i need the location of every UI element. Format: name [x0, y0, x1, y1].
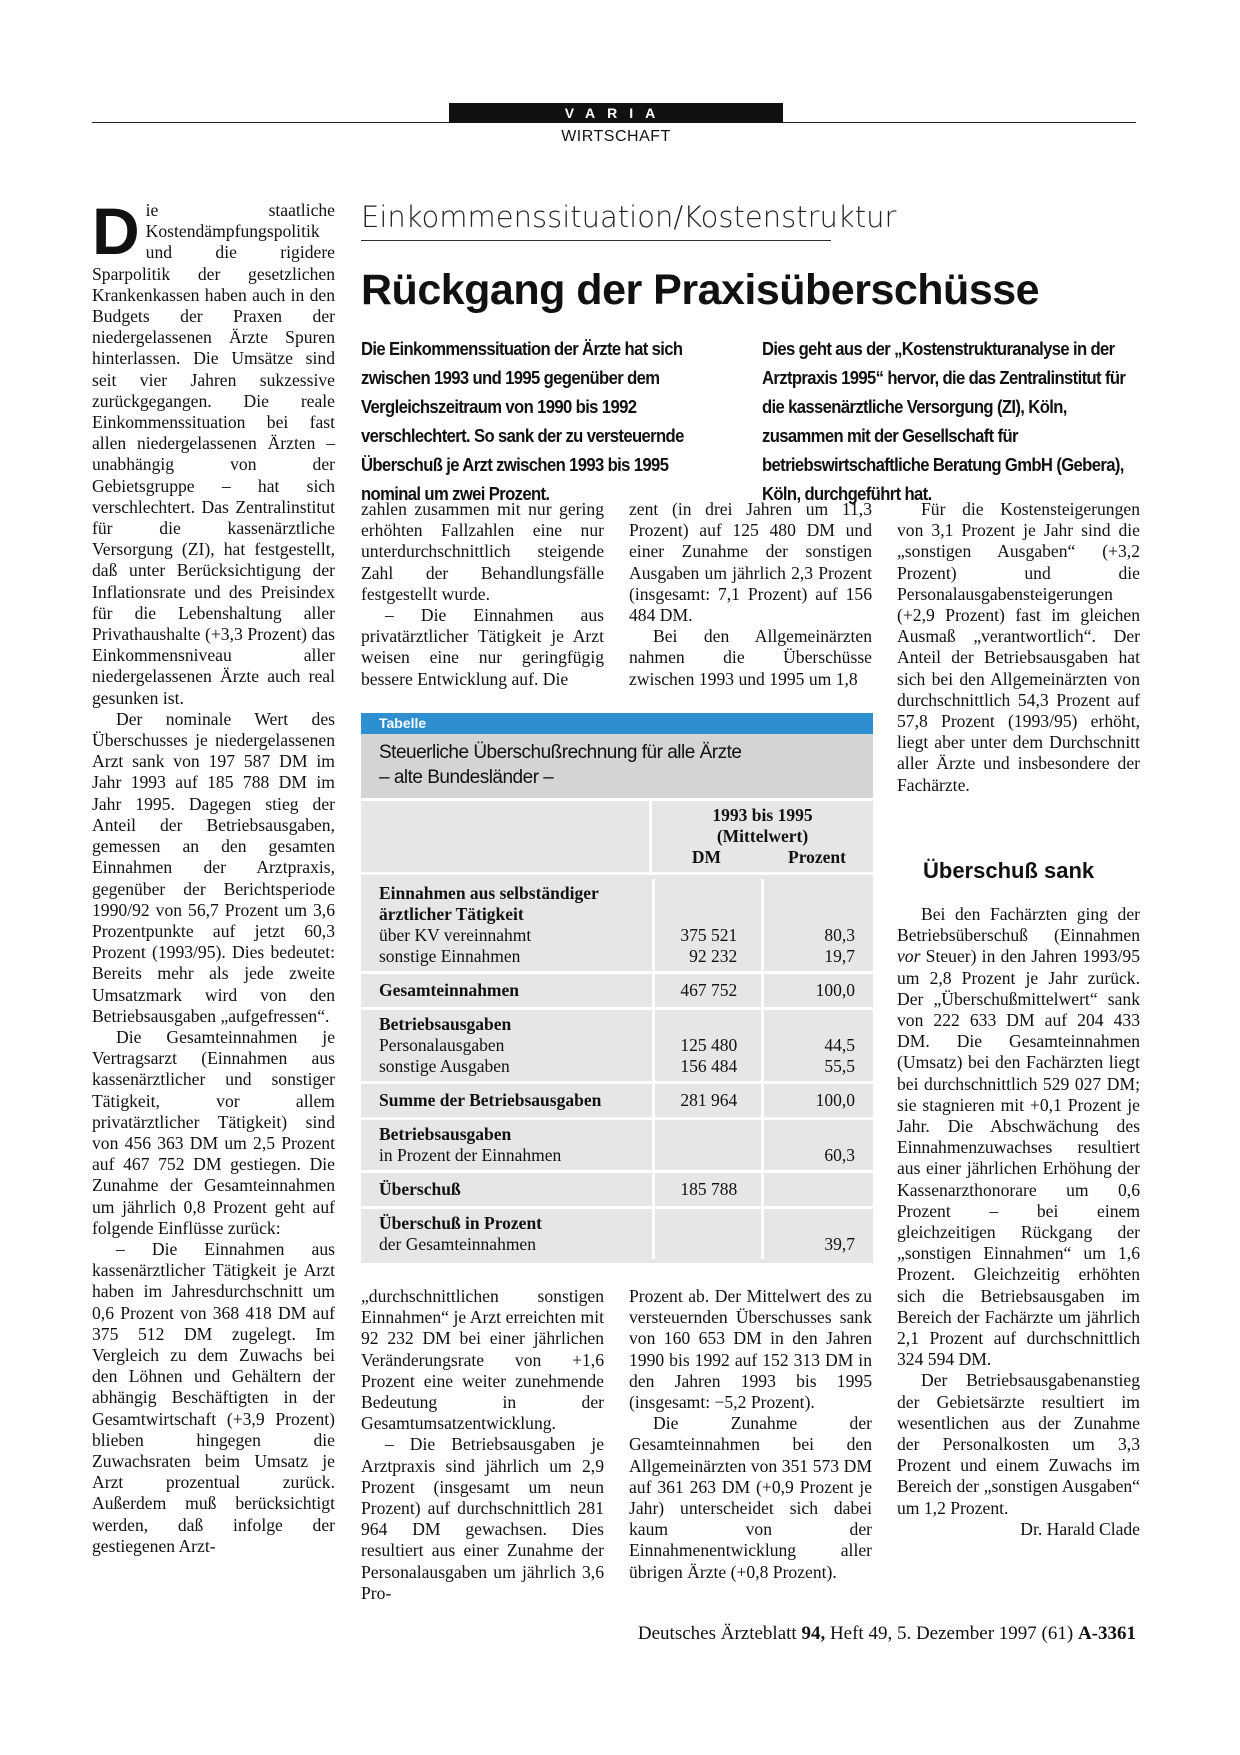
lead-paragraph-1: Die Einkommenssituation der Ärzte hat sich zwischen 1993 und 1995 gegenüber dem Vergleichszeitraum von 1990 bis 1992 verschlechtert. So sank der zu versteuernde Überschuß je Arzt zwischen 1993 bis 1995 nominal um zwei Prozent. — [361, 338, 684, 504]
paragraph: Der Betriebsausgabenanstieg der Gebietsärzte resultiert im wesentlichen aus der Zunahme der Personalkosten um 3,3 Prozent und einem Zuwachs im Bereich der „sonstigen Ausgaben“ um 1,2 Prozent. Dr. Harald Clade — [897, 1370, 1140, 1539]
paragraph: Bei den Allgemeinärzten nahmen die Überschüsse zwischen 1993 und 1995 um 1,8 — [629, 626, 872, 689]
table-row — [361, 1170, 873, 1206]
table-row — [361, 872, 873, 971]
column-4-bottom — [897, 904, 1140, 1540]
cell-percent: 44,5 — [824, 1035, 855, 1055]
column-header-percent: Prozent — [788, 847, 846, 867]
column-3-bottom — [629, 1286, 872, 1583]
footer-page-number: A-3361 — [1077, 1623, 1136, 1644]
column-2-bottom — [361, 1286, 604, 1604]
row-group-title: Einnahmen aus selbständiger — [379, 883, 599, 903]
column-2-top — [361, 499, 604, 690]
row-group-title: Betriebsausgaben — [379, 1014, 512, 1034]
paragraph: – Die Einnahmen aus privatärztlicher Tätigkeit je Arzt weisen eine nur geringfügig bessere Entwicklung auf. Die — [361, 605, 604, 689]
table-row — [361, 971, 873, 1007]
paragraph: Die Zunahme der Gesamteinnahmen bei den Allgemeinärzten von 351 573 DM auf 361 263 DM (+0,9 Prozent je Jahr) unterscheidet sich dabei kaum von der Einnahmenentwicklung aller übrigen Ärzte (+0,8 Prozent). — [629, 1413, 872, 1582]
footer-volume: 94, — [801, 1623, 826, 1644]
table-row — [361, 1007, 873, 1081]
row-label: sonstige Einnahmen — [379, 946, 521, 966]
cell-dm: 156 484 — [680, 1056, 738, 1076]
row-label: über KV vereinnahmt — [379, 925, 532, 945]
kicker-rule — [361, 240, 831, 241]
cell-percent: 19,7 — [824, 946, 855, 966]
paragraph: Bei den Fachärzten ging der Betriebsüberschuß (Einnahmen vor Steuer) in den Jahren 1993/95 um 2,8 Prozent je Jahr zurück. Der „Überschußmittelwert“ sank von 222 633 DM auf 204 433 DM. Die Gesamteinnahmen (Umsatz) bei den Fachärzten liegt bei durchschnittlich 529 027 DM; sie stagnieren mit +0,1 Prozent je Jahr. Die Abschwächung des Einnahmenzuwachses resultiert aus einer jährlichen Erhöhung der Kassenarzthonorare um 0,6 Prozent – bei einem gleichzeitigen Rückgang der „sonstigen Einnahmen“ um 1,6 Prozent. Gleichzeitig erhöhten sich die Betriebsausgaben im Bereich der Fachärzte um jährlich 2,1 Prozent auf durchschnittlich 324 594 DM. — [897, 904, 1140, 1370]
cell-dm: 125 480 — [680, 1035, 738, 1055]
row-group-title: ärztlicher Tätigkeit — [379, 904, 524, 924]
section-bar: VARIA — [449, 103, 783, 123]
cell-dm: 92 232 — [689, 946, 738, 966]
column-4-top — [897, 499, 1140, 796]
paragraph: Prozent ab. Der Mittelwert des zu versteuernden Überschusses sank von 160 653 DM in den Jahren 1990 bis 1992 auf 152 313 DM in den Jahren 1993 bis 1995 (insgesamt: −5,2 Prozent). — [629, 1286, 872, 1413]
table-row — [361, 1206, 873, 1263]
row-label: der Gesamteinnahmen — [379, 1234, 536, 1254]
paragraph: Der nominale Wert des Überschusses je niedergelassenen Arzt sank von 197 587 DM im Jahr 1993 auf 185 788 DM im Jahr 1995. Dagegen stieg der Anteil der Betriebsausgaben, gemessen an den gesamten Einnahmen der Arztpraxis, gegenüber der Berichtsperiode 1990/92 von 56,7 Prozent um 3,6 Prozentpunkte auf jetzt 60,3 Prozent (1993/95). Dies bedeutet: Bereits mehr als jede zweite Umsatzmark wird von den Betriebsausgaben „aufgefressen“. — [92, 708, 335, 1026]
cell-dm: 185 788 — [652, 1173, 761, 1206]
paragraph: zent (in drei Jahren um 11,3 Prozent) auf 125 480 DM und einer Zunahme der sonstigen Ausgaben um jährlich 2,3 Prozent (insgesamt: 7,1 Prozent) auf 156 484 DM. — [629, 499, 872, 626]
table-caption — [361, 734, 873, 798]
cell-dm: 375 521 — [680, 925, 738, 945]
cell-percent: 39,7 — [824, 1234, 855, 1254]
table-row — [361, 1081, 873, 1117]
row-group-title: Betriebsausgaben — [379, 1124, 512, 1144]
footer — [638, 1623, 1136, 1645]
table-body — [361, 798, 873, 1263]
row-label: Überschuß — [379, 1179, 461, 1199]
subheading: Überschuß sank — [923, 858, 1095, 883]
article-title: Rückgang der Praxisüberschüsse — [361, 266, 1040, 314]
cell-percent: 60,3 — [824, 1145, 855, 1165]
cell-dm: 467 752 — [652, 974, 761, 1007]
row-label: Gesamteinnahmen — [379, 980, 519, 1000]
table-period: 1993 bis 1995 — [712, 805, 813, 825]
cell-percent: 55,5 — [824, 1056, 855, 1076]
column-3-top — [629, 499, 872, 690]
row-group-title: Überschuß in Prozent — [379, 1213, 543, 1233]
row-label: sonstige Ausgaben — [379, 1056, 510, 1076]
table-caption-line: – alte Bundesländer – — [379, 767, 554, 788]
section-label: WIRTSCHAFT — [561, 128, 671, 145]
column-1 — [92, 194, 335, 1557]
footer-issue: Heft 49, 5. Dezember 1997 (61) — [825, 1623, 1078, 1644]
paragraph: – Die Einnahmen aus kassenärztlicher Tätigkeit je Arzt haben im Jahresdurchschnitt um 0,6 Prozent von 368 418 DM auf 375 512 DM zugelegt. Im Vergleich zu dem Zuwachs bei den Löhnen und Gehältern der abhängig Beschäftigten in der Gesamtwirtschaft (+3,9 Prozent) blieben hingegen die Zuwachsraten beim Umsatz je Arzt prozentual zurück. Außerdem muß berücksichtigt werden, daß infolge der gestiegenen Arzt- — [92, 1238, 335, 1556]
paragraph: ie staatliche Kostendämpfungspolitik und die rigidere Sparpolitik der gesetzlichen Krankenkassen haben auch in den Budgets der Praxen der niedergelassenen Ärzte Spuren hinterlassen. Die Umsätze sind seit vier Jahren sukzessive zurückgegangen. Die reale Einkommenssituation bei fast allen niedergelassenen Ärzten – unabhängig von der Gebietsgruppe – hat sich verschlechtert. Das Zentralinstitut für die kassenärztliche Versorgung (ZI), hat festgestellt, daß unter Berücksichtigung der Inflationsrate und des Preisindex für die Lebenshaltung aller Privathaushalte (+3,3 Prozent) das Einkommensniveau aller niedergelassenen Ärzte auch real gesunken ist. — [92, 200, 335, 708]
table-tag: Tabelle — [361, 713, 873, 734]
paragraph: zahlen zusammen mit nur gering erhöhten Fallzahlen eine nur unterdurchschnittlich steigende Zahl der Behandlungsfälle festgestellt wurde. — [361, 499, 604, 604]
paragraph: Für die Kostensteigerungen von 3,1 Prozent je Jahr sind die „sonstigen Ausgaben“ (+3,2 Prozent) und die Personalausgabensteigerungen (+2,9 Prozent) fast im gleichen Ausmaß „verantwortlich“. Der Anteil der Betriebsausgaben hat sich bei den Allgemeinärzten von durchschnittlich 54,3 Prozent auf 57,8 Prozent (1993/95) erhöht, liegt aber unter dem Durchschnitt aller Ärzte und insbesondere der Fachärzte. — [897, 499, 1140, 795]
row-label: in Prozent der Einnahmen — [379, 1145, 562, 1165]
table-row — [361, 1117, 873, 1170]
cell-percent: 80,3 — [824, 925, 855, 945]
drop-cap: D — [92, 194, 140, 268]
table-caption-line: Steuerliche Überschußrechnung für alle Ärzte — [379, 742, 742, 763]
table-header-row — [361, 798, 873, 872]
footer-publication: Deutsches Ärzteblatt — [637, 1623, 802, 1644]
table-period-note: (Mittelwert) — [716, 826, 809, 846]
paragraph: „durchschnittlichen sonstigen Einnahmen“ je Arzt erreichten mit 92 232 DM bei einer jährlichen Veränderungsrate von +1,6 Prozent eine weiter zunehmende Bedeutung in der Gesamtumsatzentwicklung. — [361, 1286, 604, 1434]
lead-paragraph-2: Dies geht aus der „Kostenstrukturanalyse in der Arztpraxis 1995“ hervor, die das Zentralinstitut für die kassenärztliche Versorgung (ZI), Köln, zusammen mit der Gesellschaft für betriebswirtschaftliche Beratung GmbH (Gebera), Köln, durchgeführt hat. — [762, 338, 1126, 504]
cell-percent: 100,0 — [761, 1084, 873, 1117]
column-header-dm: DM — [691, 847, 722, 867]
paragraph: Die Gesamteinnahmen je Vertragsarzt (Einnahmen aus kassenärztlicher und sonstiger Tätigkeit, vor allem privatärztlicher Tätigkeit) sind von 456 363 DM um 2,5 Prozent auf 467 752 DM gestiegen. Die Zunahme der Gesamteinnahmen um jährlich 0,8 Prozent geht auf folgende Einflüsse zurück: — [92, 1026, 335, 1238]
row-label: Personalausgaben — [379, 1035, 505, 1055]
cell-percent: 100,0 — [761, 974, 873, 1007]
article-kicker: Einkommenssituation/Kostenstruktur — [361, 200, 897, 234]
author: Dr. Harald Clade — [1020, 1518, 1140, 1539]
cell-dm: 281 964 — [652, 1084, 761, 1117]
paragraph: – Die Betriebsausgaben je Arztpraxis sind jährlich um 2,9 Prozent (insgesamt um neun Prozent) auf durchschnittlich 281 964 DM gewachsen. Dies resultiert aus einer Zunahme der Personalausgaben um jährlich 3,6 Pro- — [361, 1434, 604, 1603]
data-table — [361, 713, 873, 1263]
row-label: Summe der Betriebsausgaben — [379, 1090, 602, 1110]
